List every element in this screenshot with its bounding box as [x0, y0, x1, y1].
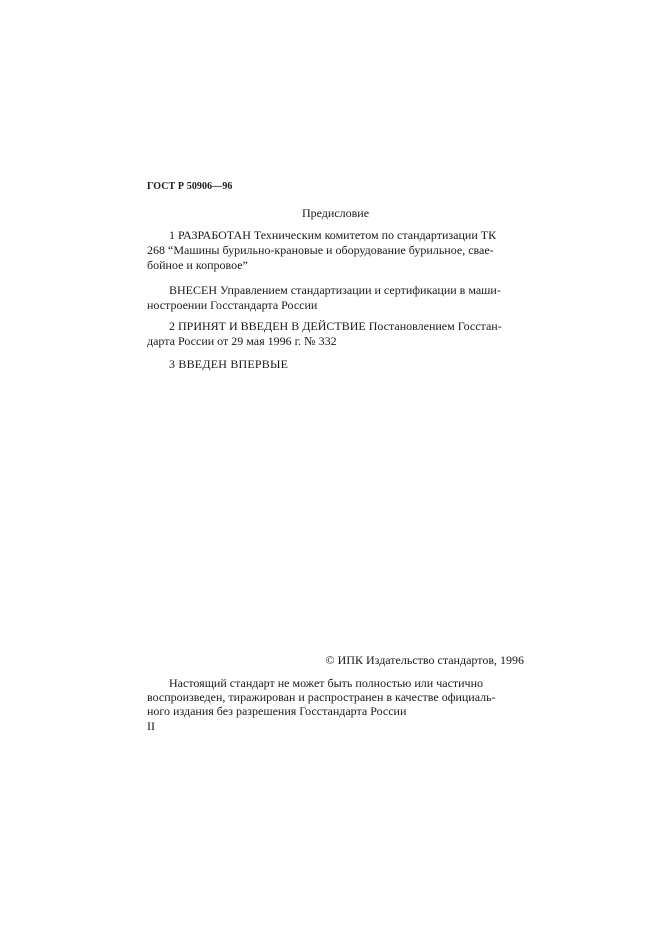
- preface-item-introduced-line-2: ностроении Госстандарта России: [147, 298, 318, 312]
- preface-title: Предисловие: [301, 206, 370, 220]
- preface-item-developed-line-3: бойное и копровое”: [147, 258, 248, 272]
- reproduction-notice: [147, 676, 524, 718]
- copyright-line: © ИПК Издательство стандартов, 1996: [325, 653, 524, 667]
- preface-item-introduced-line-1: ВНЕСЕН Управлением стандартизации и сертификации в маши-: [169, 283, 501, 297]
- preface-item-adopted: [147, 319, 524, 349]
- reproduction-notice-line-3: ного издания без разрешения Госстандарта России: [147, 704, 407, 718]
- preface-item-adopted-line-2: дарта России от 29 мая 1996 г. № 332: [147, 334, 337, 348]
- page-number: II: [147, 719, 155, 733]
- reproduction-notice-line-2: воспроизведен, тиражирован и распространен в качестве официаль-: [147, 690, 496, 704]
- preface-item-adopted-line-1: 2 ПРИНЯТ И ВВЕДЕН В ДЕЙСТВИЕ Постановлением Госстан-: [169, 319, 502, 333]
- preface-item-first-introduced-line-1: 3 ВВЕДЕН ВПЕРВЫЕ: [169, 357, 289, 371]
- preface-item-introduced: [147, 283, 524, 313]
- reproduction-notice-line-1: Настоящий стандарт не может быть полностью или частично: [169, 676, 484, 690]
- preface-item-developed-line-1: 1 РАЗРАБОТАН Техническим комитетом по стандартизации ТК: [169, 228, 497, 242]
- preface-item-first-introduced: [147, 357, 524, 372]
- document-code: ГОСТ Р 50906—96: [147, 181, 233, 192]
- preface-item-developed-line-2: 268 “Машины бурильно-крановые и оборудование бурильное, сваe-: [147, 243, 494, 257]
- preface-item-developed: [147, 228, 524, 273]
